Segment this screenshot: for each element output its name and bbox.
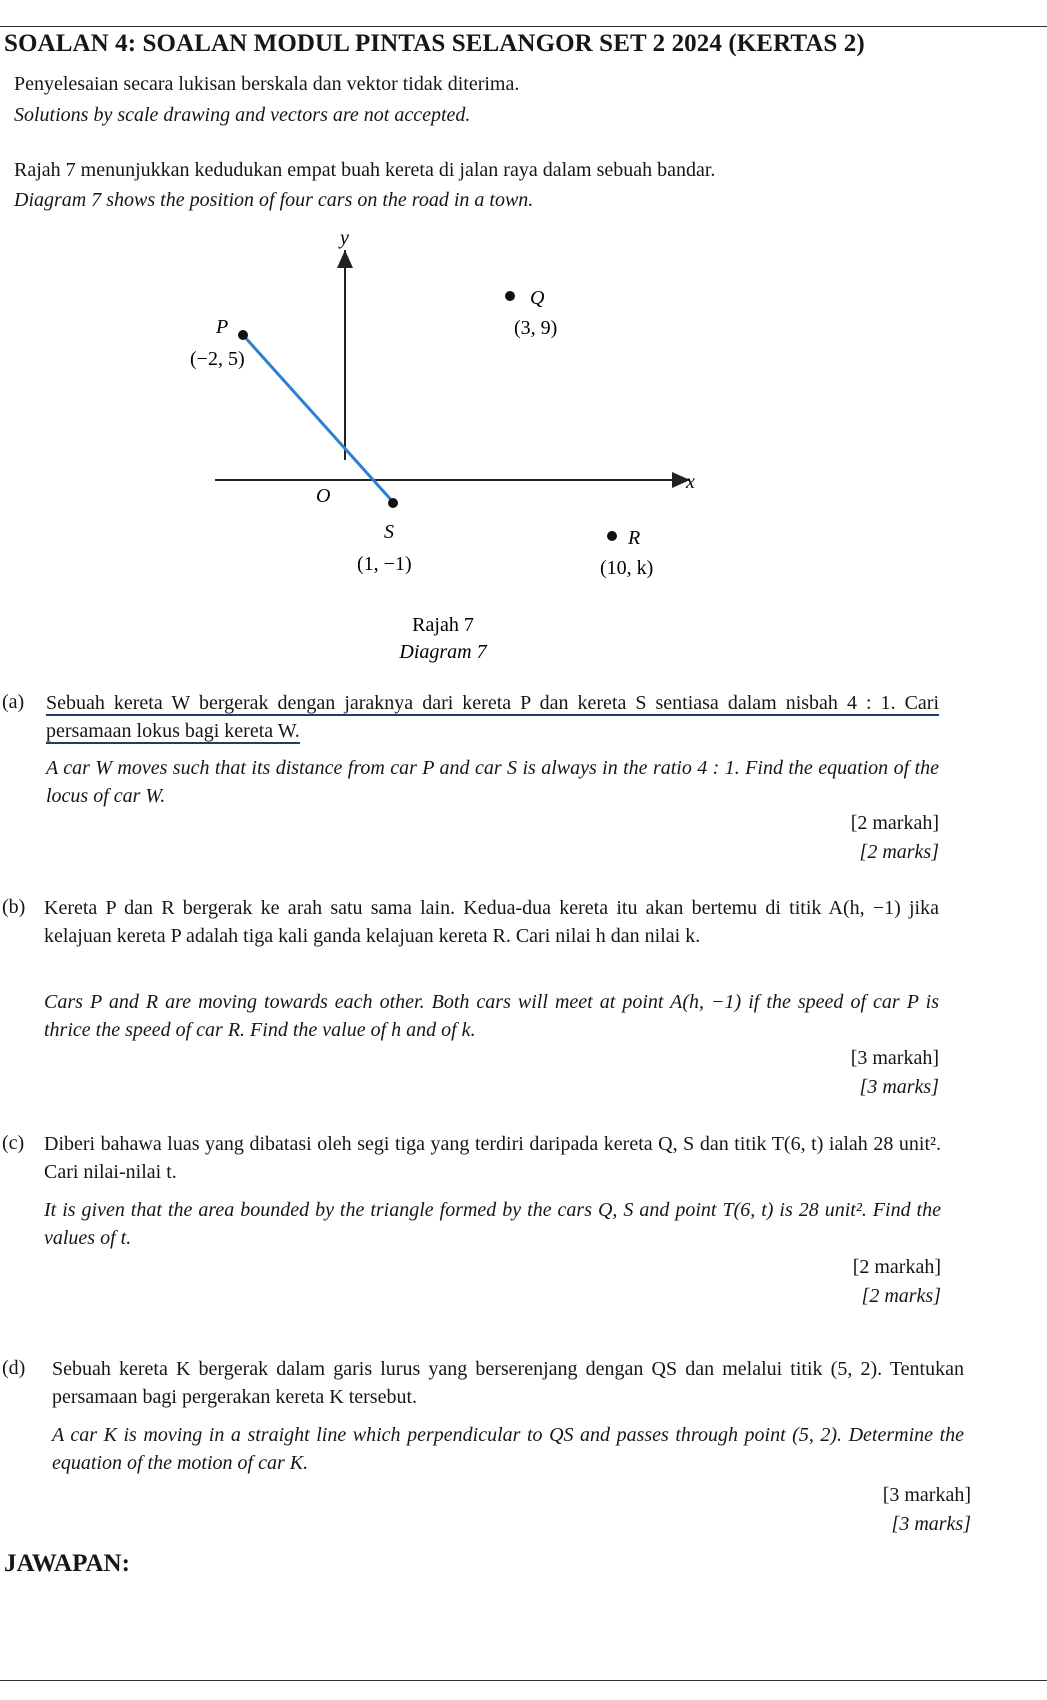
question-c-marks-english: [2 marks] (861, 1285, 941, 1307)
intro-english: Diagram 7 shows the position of four cars on the road in a town. (14, 189, 534, 211)
question-c-marks-malay: [2 markah] (852, 1256, 941, 1278)
point-p-coord: (−2, 5) (190, 348, 245, 370)
x-axis-label: x (686, 471, 695, 493)
top-rule (0, 26, 1047, 27)
point-s (388, 498, 398, 508)
point-s-coord: (1, −1) (357, 553, 412, 575)
diagram-caption-malay: Rajah 7 (412, 614, 474, 636)
intro-malay: Rajah 7 menunjukkan kedudukan empat buah kereta di jalan raya dalam sebuah bandar. (14, 159, 716, 181)
origin-label: O (316, 485, 331, 507)
question-d-marks-malay: [3 markah] (882, 1484, 971, 1506)
point-r-coord: (10, k) (600, 557, 654, 579)
note-malay: Penyelesaian secara lukisan berskala dan vektor tidak diterima. (14, 73, 520, 95)
question-c-label: (c) (2, 1132, 25, 1154)
question-c-malay: Diberi bahawa luas yang dibatasi oleh segi tiga yang terdiri daripada kereta Q, S dan titik T(6, t) ialah 28 unit². Cari nilai-nilai t. (44, 1133, 941, 1183)
question-d-english: A car K is moving in a straight line which perpendicular to QS and passes through point (5, 2). Determine the equation of the motion of car K. (52, 1424, 964, 1474)
point-q-coord: (3, 9) (514, 317, 558, 339)
point-q (505, 291, 515, 301)
question-d-marks-english: [3 marks] (891, 1513, 971, 1535)
question-a-english: A car W moves such that its distance from car P and car S is always in the ratio 4 : 1. Find the equation of the locus of car W. (46, 757, 939, 807)
point-q-name: Q (530, 287, 545, 309)
answer-heading: JAWAPAN: (4, 1550, 130, 1577)
question-a-malay-text: Sebuah kereta W bergerak dengan jaraknya dari kereta P dan kereta S sentiasa dalam nisbah 4 : 1. Cari persamaan lokus bagi kereta W. (46, 692, 939, 742)
point-p-name: P (216, 316, 229, 338)
question-d-malay: Sebuah kereta K bergerak dalam garis lurus yang berserenjang dengan QS dan melalui titik (5, 2). Tentukan persamaan bagi pergerakan kereta K tersebut. (52, 1358, 964, 1408)
question-c-english: It is given that the area bounded by the triangle formed by the cars Q, S and point T(6, t) is 28 unit². Find the values of t. (44, 1199, 941, 1249)
question-b-marks-malay: [3 markah] (850, 1047, 939, 1069)
y-axis-label: y (340, 227, 349, 249)
question-a-marks-malay: [2 markah] (850, 812, 939, 834)
question-b-marks-english: [3 marks] (859, 1076, 939, 1098)
point-s-name: S (384, 521, 394, 543)
point-p (238, 330, 248, 340)
line-ps (243, 335, 393, 502)
diagram-caption-english: Diagram 7 (399, 641, 487, 663)
note-english: Solutions by scale drawing and vectors are not accepted. (14, 104, 471, 126)
question-b-label: (b) (2, 896, 26, 918)
page-title: SOALAN 4: SOALAN MODUL PINTAS SELANGOR SET 2 2024 (KERTAS 2) (4, 30, 865, 57)
question-b-malay: Kereta P dan R bergerak ke arah satu sama lain. Kedua-dua kereta itu akan bertemu di titik A(h, −1) jika kelajuan kereta P adalah tiga kali ganda kelajuan kereta R. Cari nilai h dan nilai k. (44, 897, 939, 947)
question-a-label: (a) (2, 691, 25, 713)
diagram-7 (0, 220, 1047, 680)
bottom-rule (0, 1680, 1047, 1681)
point-r-name: R (628, 527, 641, 549)
question-a-malay (46, 689, 939, 745)
question-b-english: Cars P and R are moving towards each other. Both cars will meet at point A(h, −1) if the speed of car P is thrice the speed of car R. Find the value of h and of k. (44, 991, 939, 1041)
point-r (607, 531, 617, 541)
question-a-marks-english: [2 marks] (859, 841, 939, 863)
question-d-label: (d) (2, 1357, 26, 1379)
